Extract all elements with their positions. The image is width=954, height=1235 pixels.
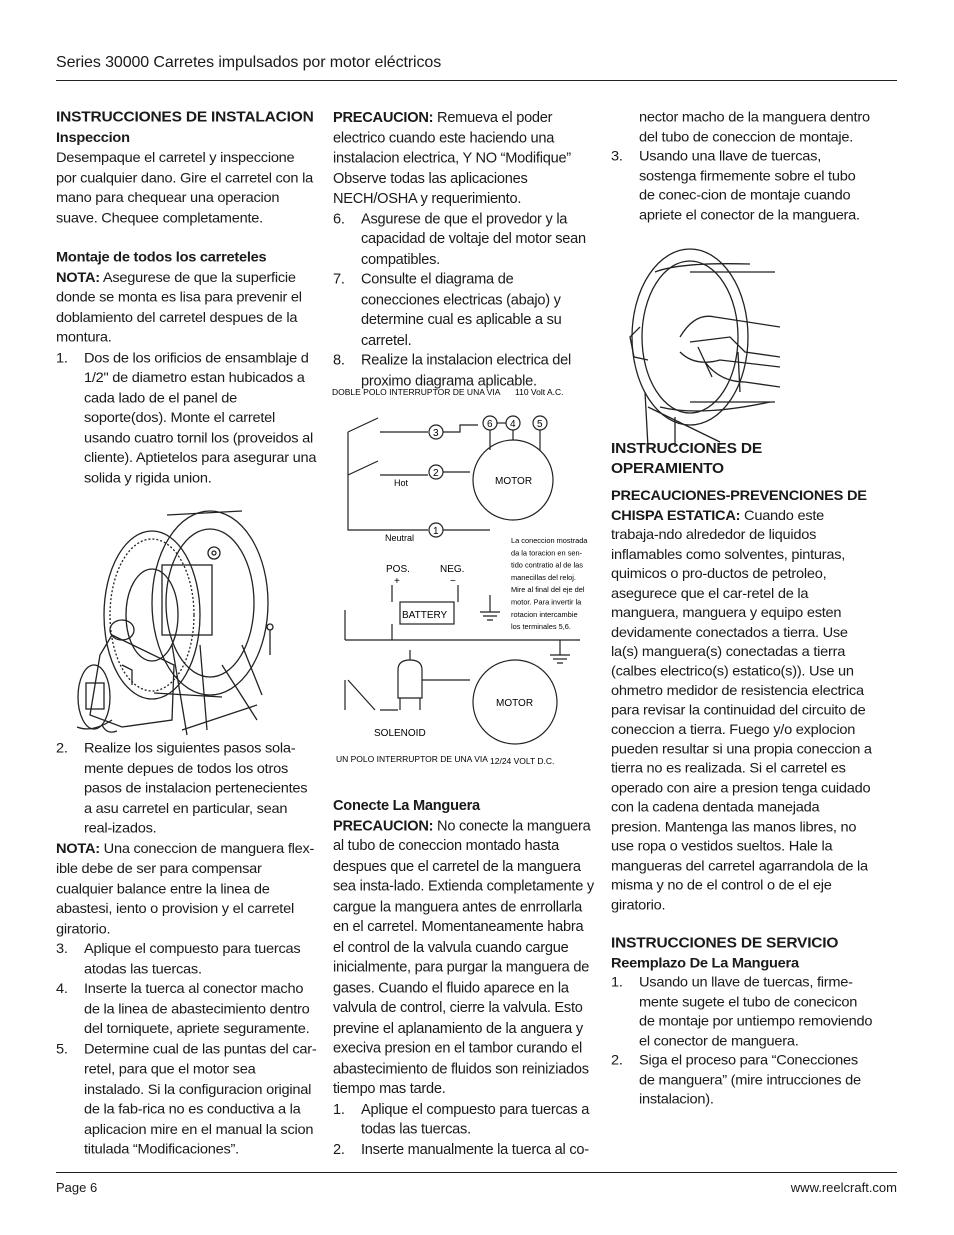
list-item	[333, 270, 595, 351]
nota2-paragraph	[56, 839, 318, 939]
list-text: Usando una llave de tuercas, sostenga firmemente sobre el tubo de conec-cion de montaje cuando apriete el conector de la manguera.	[639, 148, 860, 223]
header-rule	[56, 80, 897, 81]
motor-ac-label: MOTOR	[495, 476, 533, 487]
list-item	[56, 739, 318, 839]
list-number: 3.	[56, 941, 68, 957]
motor-dc-label: MOTOR	[496, 698, 534, 709]
list-text: Realize la instalacion electrica del proximo diagrama aplicable.	[361, 352, 572, 389]
list-number: 4.	[56, 981, 68, 998]
list-item	[56, 348, 318, 488]
neg-label: NEG.	[440, 564, 465, 575]
list-number: 2.	[333, 1141, 345, 1158]
list-number: 3.	[611, 148, 623, 165]
nota1-label: NOTA:	[56, 269, 100, 286]
precaucion1-paragraph	[333, 108, 595, 209]
service-title: INSTRUCCIONES DE SERVICIO	[611, 935, 839, 952]
inspection-title: Inspeccion	[56, 130, 130, 146]
list-item	[333, 209, 595, 270]
website-url: www.reelcraft.com	[790, 1180, 897, 1195]
install-title: INSTRUCCIONES DE INSTALACION	[56, 108, 314, 126]
rotation-note-line: motor. Para invertir la	[511, 597, 582, 607]
list-number: 2.	[56, 740, 68, 757]
list-text: Determine cual de las puntas del car-retel, para que el motor sea instalado. Si la configuracion original de la fab-rica no es conductiva a la aplicacion mire en el manual la scion titulada “Modificaciones”.	[84, 1041, 317, 1158]
rotation-note-line: Mire al final del eje del	[511, 585, 585, 595]
pos-label: POS.	[386, 564, 410, 575]
neutral-label: Neutral	[385, 533, 415, 543]
list-text: Usando un llave de tuercas, firme-mente sugete el tubo de conecicon de montaje por untiempo removiendo el conector de manguera.	[639, 975, 873, 1050]
list-item	[56, 979, 318, 1039]
terminal-4: 4	[510, 419, 516, 430]
plus-sign: +	[394, 576, 400, 587]
list-item	[611, 1051, 873, 1109]
terminal-6: 6	[487, 419, 493, 430]
connect-title: Conecte La Manguera	[333, 797, 480, 814]
list-item	[56, 939, 318, 979]
solenoid-label: SOLENOID	[374, 728, 426, 739]
list-number: 1.	[333, 1101, 345, 1118]
list-text: Aplique el compuesto para tuercas atodas las tuercas.	[84, 941, 301, 977]
list-text: Siga el proceso para “Conecciones de manguera” (mire intrucciones de instalacion).	[639, 1053, 861, 1108]
rotation-note-line: los terminales 5,6.	[511, 622, 571, 632]
dpst-label: DOBLE POLO INTERRUPTOR DE UNA VIA	[332, 387, 501, 397]
rotation-note	[511, 536, 588, 631]
static-paragraph	[611, 506, 873, 915]
static-label: CHISPA ESTATICA:	[611, 507, 741, 524]
precaucion2-paragraph	[333, 816, 595, 1099]
list-number: 2.	[611, 1053, 623, 1069]
nota1-paragraph	[56, 268, 318, 348]
list-item	[333, 1099, 595, 1139]
rotation-note-line: rotacion intercambie	[511, 609, 578, 619]
hot-label: Hot	[394, 478, 409, 488]
list-number: 7.	[333, 271, 345, 288]
minus-sign: −	[450, 576, 456, 587]
precaucion1-label: PRECAUCION:	[333, 109, 434, 126]
list-number: 8.	[333, 352, 345, 369]
precaucion2-label: PRECAUCION:	[333, 818, 434, 834]
rotation-note-line: da la toracion en sen-	[511, 548, 583, 558]
list-number: 1.	[611, 975, 623, 991]
precaucion2-text: No conecte la manguera al tubo de coneccion montado hasta despues que el carretel de la manguera sea insta-lado. Extienda completamente y cargue la manguera antes de enrrollarla en el carretel. Momentaneamente habra el control de la valvula cuando cargue inicialmente, para purgar la manguera de gases. Cuando el fluido aparece en la valvula de control, cierre la valvula. Esto previne el aplanamiento de la anguera y execiva presion en el tambor curando el abastecimiento de fluidos son reiniziados tiempo mas tarde.	[333, 818, 594, 1097]
list-item	[611, 147, 873, 225]
replace-title: Reemplazo De La Manguera	[611, 955, 799, 972]
list-text: Aplique el compuesto para tuercas a todas las tuercas.	[361, 1101, 590, 1138]
list-item	[56, 1040, 318, 1160]
wiring-diagram	[330, 380, 605, 775]
list-number: 6.	[333, 211, 345, 227]
list-number: 5.	[56, 1041, 68, 1058]
rotation-note-line: La coneccion mostrada	[511, 536, 588, 545]
list-item	[333, 1140, 595, 1160]
nota2-text: Una coneccion de manguera flex-ible debe de ser para compensar cualquier balance entre la linea de abastesi, iento o provision y el carretel giratorio.	[56, 841, 315, 937]
list-text: Dos de los orificios de ensamblaje d 1/2" de diametro estan hubicados a cada lado de el panel de soporte(dos). Monte el carretel usando cuatro tornil los (proveidos al cliente). Aptietelos para asegurar una solida y rigida union.	[84, 350, 317, 486]
list-number: 1.	[56, 350, 68, 366]
reel-motor-illustration	[72, 505, 292, 745]
oper-title: INSTRUCCIONES DE OPERAMIENTO	[611, 440, 762, 477]
wrench-hose-illustration	[620, 242, 780, 447]
terminal-5: 5	[537, 419, 543, 430]
dc-label: 12/24 VOLT D.C.	[490, 756, 555, 766]
mount-title: Montaje de todos los carreteles	[56, 249, 267, 266]
ac-label: 110 Volt A.C.	[515, 387, 564, 397]
list-text: Realize los siguientes pasos sola-mente depues de todos los otros pasos de instalacion pertenecientes a asu carretel en particular, sean real-izados.	[84, 740, 308, 837]
nota2-label: NOTA:	[56, 841, 100, 857]
static-title: PRECAUCIONES-PREVENCIONES DE	[611, 488, 867, 504]
page-number: Page 6	[56, 1180, 98, 1195]
terminal-3: 3	[433, 428, 439, 439]
precaucion1-text: Remueva el poder electrico cuando este haciendo una instalacion electrica, Y NO “Modifique” Observe todas las aplicaciones NECH/OSHA y requerimiento.	[333, 109, 571, 207]
continued-item-text: nector macho de la manguera dentro del tubo de coneccion de montaje.	[639, 109, 870, 145]
nota1-text: Asegurese de que la superficie donde se monta es lisa para prevenir el doblamiento del carretel despues de la montura.	[56, 269, 302, 346]
list-text: Consulte el diagrama de conecciones electricas (abajo) y determine cual es aplicable a su carretel.	[361, 271, 562, 349]
spst-label: UN POLO INTERRUPTOR DE UNA VIA	[336, 754, 488, 764]
terminal-2: 2	[433, 468, 439, 479]
list-text: Asgurese de que el provedor y la capacidad de voltaje del motor sean compatibles.	[361, 211, 586, 268]
footer-rule	[56, 1172, 897, 1173]
page-header-title: Series 30000 Carretes impulsados por motor eléctricos	[56, 54, 442, 71]
list-text: Inserte manualmente la tuerca al co-	[361, 1141, 589, 1158]
list-text: Inserte la tuerca al conector macho de la linea de abastecimiento dentro del torniquete, apriete seguramente.	[84, 981, 310, 1038]
static-text: Cuando este trabaja-ndo alrededor de liquidos inflamables como solventes, pinturas, quimicos o pro-ductos de petroleo, asegurece que el car-retel de la manguera, manguera y equipo esten devidamente conectados a tierra. Use la(s) manguera(s) conectadas a tierra (calbes electrico(s) estatico(s)). Use un ohmetro medidor de resistencia electrica para revisar la continuidad del circuito de coneccion a tierra. Fuego y/o explocion pueden resultar si una propia coneccion a tierra no es realizada. Si el carretel es operado con aire a presion tenga cuidado con la cadena dentada manejada presion. Mantenga las manos libres, no use ropa o vestidos sueltos. Hale la mangueras del carretel agarrandola de la misma y no de el control o de el eje giratorio.	[611, 507, 872, 914]
terminal-1: 1	[433, 526, 439, 537]
rotation-note-line: manecillas del reloj.	[511, 572, 576, 582]
inspection-body: Desempaque el carretel y inspeccione por cualquier dano. Gire el carretel con la mano para chequear una operacion suave. Chequee completamente.	[56, 150, 313, 226]
list-item	[611, 973, 873, 1051]
battery-label: BATTERY	[402, 610, 448, 621]
rotation-note-line: tido contratio al de las	[511, 560, 583, 570]
